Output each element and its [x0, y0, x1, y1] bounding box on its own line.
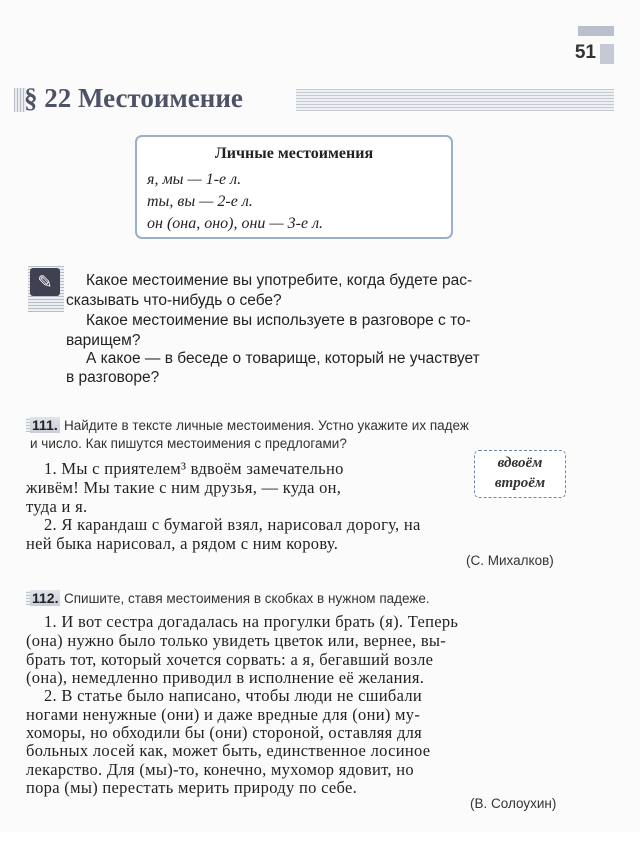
exercise-112-instruction: Спишите, ставя местоимения в скобках в нужном падеже. — [64, 591, 430, 606]
vocabulary-box — [474, 450, 566, 498]
vocabulary-word: вдвоём — [497, 455, 543, 471]
question-line: сказывать что-нибудь о себе? — [66, 292, 282, 309]
exercise-111-text-line: ней быка нарисовал, а рядом с ним корову. — [26, 534, 339, 553]
exercise-112-text-line: брать тот, который хочется сорвать: а я, бегавший возле — [26, 650, 434, 669]
exercise-111-text-line: туда и я. — [26, 497, 88, 516]
question-line: Какое местоимение вы используете в разговоре с то- — [86, 312, 471, 329]
chapter-title: § 22 Местоимение — [24, 83, 243, 113]
exercise-112-author: (В. Солоухин) — [470, 796, 557, 811]
rule-line-2: ты, вы — 2-е л. — [147, 193, 253, 210]
exercise-112-text-line: (она), немедленно приводил в исполнение её желания. — [26, 668, 425, 687]
exercise-112-text-line: пора (мы) перестать мерить природу по себе. — [26, 778, 358, 797]
exercise-111-text-line: живём! Мы такие с ним друзья, — куда он, — [26, 478, 342, 497]
exercise-111-text-line: 2. Я карандаш с бумагой взял, нарисовал дорогу, на — [44, 515, 421, 534]
vocabulary-word: втроём — [494, 475, 546, 491]
bottom-margin — [0, 832, 640, 858]
exercise-112-text-line: 1. И вот сестра догадалась на прогулки брать (я). Теперь — [44, 612, 459, 631]
exercise-112-text-line: больных лосей как, может быть, единственное лосиное — [26, 741, 431, 760]
exercise-111-instruction: Найдите в тексте личные местоимения. Устно укажите их падеж — [64, 418, 469, 433]
question-line: в разговоре? — [66, 369, 160, 386]
exercise-112-text-line: лекарство. Для (мы)-то, конечно, мухомор ядовит, но — [26, 760, 414, 779]
exercise-112-text-line: ногами ненужные (они) и даже вредные для (они) му- — [26, 705, 421, 724]
exercise-112-text-line: 2. В статье было написано, чтобы люди не сшибали — [44, 686, 422, 705]
page-number-bar — [600, 44, 614, 64]
exercise-112-text-line: хоморы, но обходили бы (они) стороной, оставляя для — [26, 723, 423, 742]
page-tab-decoration — [578, 26, 614, 36]
exercise-111-instruction: и число. Как пишутся местоимения с предлогами? — [30, 436, 347, 451]
question-icon: ✎ — [30, 268, 60, 296]
exercise-111-text-line: 1. Мы с приятелем³ вдвоём замечательно — [44, 459, 344, 478]
exercise-111-number: 111. — [32, 417, 58, 433]
exercise-112-number: 112. — [32, 590, 59, 606]
question-line: варищем? — [66, 332, 141, 349]
question-line: А какое — в беседе о товарище, который не участвует — [86, 350, 480, 367]
rule-title: Личные местоимения — [214, 145, 374, 162]
page-number: 51 — [574, 42, 596, 63]
rule-box — [135, 135, 453, 239]
rule-line-3: он (она, оно), они — 3-е л. — [147, 215, 324, 232]
exercise-111-author: (С. Михалков) — [466, 553, 554, 568]
exercise-112-text-line: (она) нужно было только увидеть цветок или, вернее, вы- — [26, 631, 447, 650]
rule-line-1: я, мы — 1-е л. — [147, 171, 242, 188]
question-line: Какое местоимение вы употребите, когда будете рас- — [86, 272, 473, 289]
chapter-bar-right — [296, 89, 614, 111]
